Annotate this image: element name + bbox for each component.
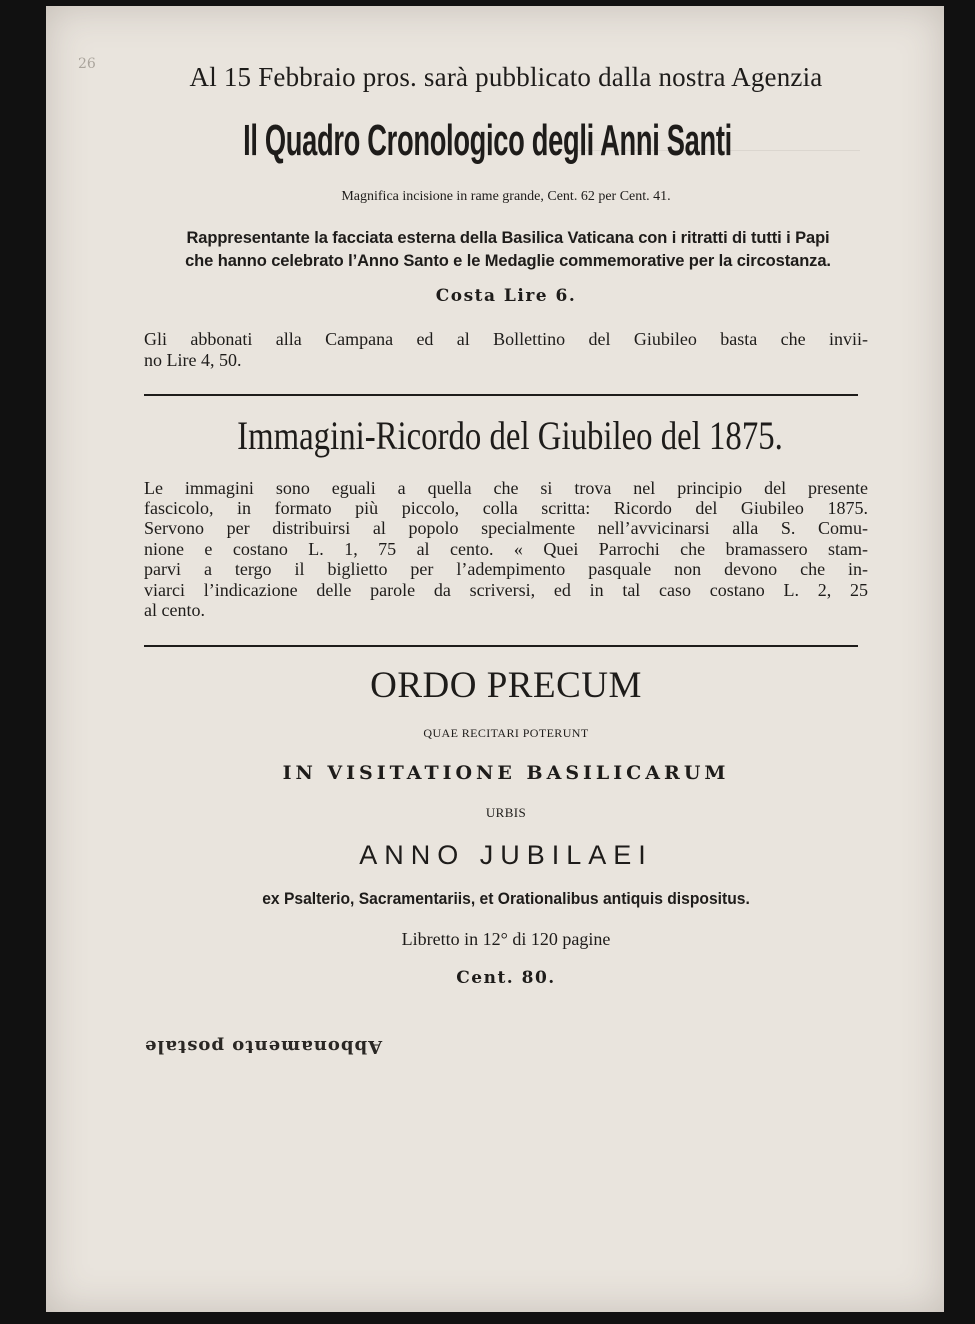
ordo-line-2: IN VISITATIONE BASILICARUM [282,762,730,784]
immagini-line-6: viarci l’indicazione delle parole da scriversi, ed in tal caso costano L. 2, 25 [144,580,868,600]
ordo-line-1: QUAE RECITARI POTERUNT [423,726,589,740]
notice-title: Il Quadro Cronologico degli Anni Santi [243,116,732,165]
ordo-price: Cent. 80. [456,968,556,988]
engraving-line: Magnifica incisione in rame grande, Cent. 62 per Cent. 41. [341,189,671,204]
immagini-title: Immagini-Ricordo del Giubileo del 1875. [237,413,783,458]
ordo-line-4: ANNO JUBILAEI [359,840,653,870]
ordo-line-6: Libretto in 12° di 120 pagine [401,929,611,949]
description-line-2: che hanno celebrato l’Anno Santo e le Medaglie commemorative per la circostanza. [185,252,831,270]
immagini-line-2: fascicolo, in formato più piccolo, colla scritta: Ricordo del Giubileo 1875. [144,498,868,518]
ordo-line-3: URBIS [485,805,527,820]
notice-price: Costa Lire 6. [435,286,577,306]
margin-page-number: 26 [78,56,96,72]
announcement-line: Al 15 Febbraio pros. sarà pubblicato dalla nostra Agenzia [189,62,823,92]
mirrored-stamp-text: Abbonamento postale [144,1036,383,1057]
divider-1 [144,394,858,396]
description-line-1: Rappresentante la facciata esterna della Basilica Vaticana con i ritratti di tutti i Papi [186,229,830,247]
subscribers-line-1: Gli abbonati alla Campana ed al Bollettino del Giubileo basta che invii- [144,329,868,349]
subscribers-line-2: no Lire 4, 50. [144,350,242,370]
immagini-line-1: Le immagini sono eguali a quella che si trova nel principio del presente [144,478,868,498]
immagini-line-4: nione e costano L. 1, 75 al cento. « Quei Parrochi che bramassero stam- [144,539,868,559]
ordo-title: ORDO PRECUM [370,665,642,706]
immagini-line-7: al cento. [144,600,205,620]
immagini-line-5: parvi a tergo il biglietto per l’adempimento pasquale non devono che in- [144,559,868,579]
ordo-line-5: ex Psalterio, Sacramentariis, et Orationalibus antiquis dispositus. [262,889,750,908]
immagini-line-3: Servono per distribuirsi al popolo specialmente nell’avvicinarsi alla S. Comu- [144,518,868,538]
divider-2 [144,645,858,647]
